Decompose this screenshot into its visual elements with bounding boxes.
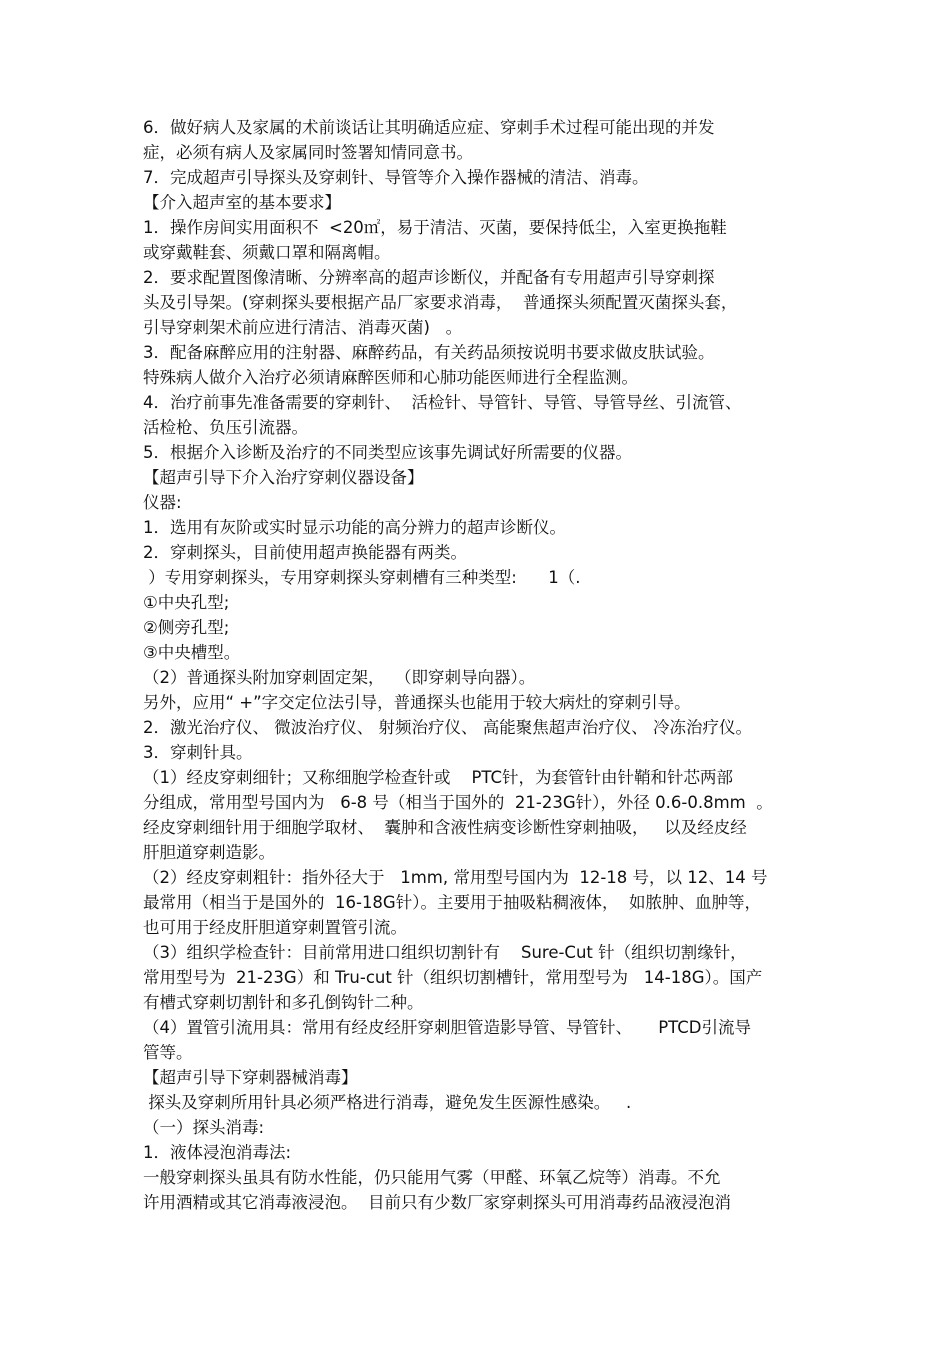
text-line: 探头及穿刺所用针具必须严格进行消毒，避免发生医源性感染。 . [143,1093,632,1112]
text-line: 管等。 [143,1043,193,1062]
text-line: （2）经皮穿刺粗针：指外径大于 1mm, 常用型号国内为 12-18 号，以 12、14 号 [143,868,768,887]
text-line: 另外，应用“ +”字交定位法引导，普通探头也能用于较大病灶的穿刺引导。 [143,693,691,712]
text-line: 肝胆道穿刺造影。 [143,843,275,862]
section-heading: 【超声引导下穿刺器械消毒】 [143,1068,358,1087]
text-line: （一）探头消毒: [143,1118,265,1137]
text-line: ②侧旁孔型; [143,618,230,637]
text-line: ①中央孔型; [143,593,230,612]
text-line: 2．要求配置图像清晰、分辨率高的超声诊断仪，并配备有专用超声引导穿刺探 [143,268,715,287]
text-line: 3．穿刺针具。 [143,743,253,762]
text-line: 经皮穿刺细针用于细胞学取材、 囊肿和含液性病变诊断性穿刺抽吸， 以及经皮经 [143,818,747,837]
text-line: 头及引导架。(穿刺探头要根据产品厂家要求消毒， 普通探头须配置灭菌探头套， [143,293,738,312]
text-line: 6．做好病人及家属的术前谈话让其明确适应症、穿刺手术过程可能出现的并发 [143,118,715,137]
text-line: ③中央槽型。 [143,643,241,662]
text-line: 最常用（相当于是国外的 16-18G针）。主要用于抽吸粘稠液体， 如脓肿、血肿等， [143,893,761,912]
text-line: 活检枪、负压引流器。 [143,418,308,437]
text-line: 也可用于经皮肝胆道穿刺置管引流。 [143,918,407,937]
text-line: （1）经皮穿刺细针；又称细胞学检查针或 PTC针，为套管针由针鞘和针芯两部 [143,768,734,787]
text-line: 引导穿刺架术前应进行清洁、消毒灭菌) 。 [143,318,463,337]
text-line: （2）普通探头附加穿刺固定架， （即穿刺导向器）。 [143,668,536,687]
text-line: 2．穿刺探头，目前使用超声换能器有两类。 [143,543,467,562]
text-line: 常用型号为 21-23G）和 Tru-cut 针（组织切割槽针，常用型号为 14-18G）。国产 [143,968,763,987]
text-line: 或穿戴鞋套、须戴口罩和隔离帽。 [143,243,391,262]
section-heading: 【超声引导下介入治疗穿刺仪器设备】 [143,468,424,487]
text-line: 1．选用有灰阶或实时显示功能的高分辨力的超声诊断仪。 [143,518,566,537]
text-line: ）专用穿刺探头，专用穿刺探头穿刺槽有三种类型: 1（. [143,568,581,587]
text-line: 症，必须有病人及家属同时签署知情同意书。 [143,143,473,162]
text-line: （4）置管引流用具：常用有经皮经肝穿刺胆管造影导管、导管针、 PTCD引流导 [143,1018,752,1037]
section-heading: 【介入超声室的基本要求】 [143,193,341,212]
text-line: 1．液体浸泡消毒法: [143,1143,292,1162]
text-line: 分组成，常用型号国内为 6-8 号（相当于国外的 21-23G针），外径 0.6-0.8mm 。 [143,793,773,812]
text-line: （3）组织学检查针：目前常用进口组织切割针有 Sure-Cut 针（组织切割缘针， [143,943,747,962]
text-line: 2．激光治疗仪、 微波治疗仪、 射频治疗仪、 高能聚焦超声治疗仪、 冷冻治疗仪。 [143,718,752,737]
text-line: 7．完成超声引导探头及穿刺针、导管等介入操作器械的清洁、消毒。 [143,168,649,187]
text-line: 许用酒精或其它消毒液浸泡。 目前只有少数厂家穿刺探头可用消毒药品液浸泡消 [143,1193,731,1212]
text-line: 仪器: [143,493,182,512]
text-line: 4．治疗前事先准备需要的穿刺针、 活检针、导管针、导管、导管导丝、引流管、 [143,393,742,412]
text-line: 一般穿刺探头虽具有防水性能，仍只能用气雾（甲醛、环氧乙烷等）消毒。不允 [143,1168,721,1187]
text-line: 3．配备麻醉应用的注射器、麻醉药品，有关药品须按说明书要求做皮肤试验。 [143,343,715,362]
text-line: 特殊病人做介入治疗必须请麻醉医师和心肺功能医师进行全程监测。 [143,368,638,387]
text-line: 有槽式穿刺切割针和多孔倒钩针二种。 [143,993,424,1012]
text-line: 5．根据介入诊断及治疗的不同类型应该事先调试好所需要的仪器。 [143,443,632,462]
text-line: 1．操作房间实用面积不 <20㎡，易于清洁、灭菌，要保持低尘，入室更换拖鞋 [143,218,727,237]
